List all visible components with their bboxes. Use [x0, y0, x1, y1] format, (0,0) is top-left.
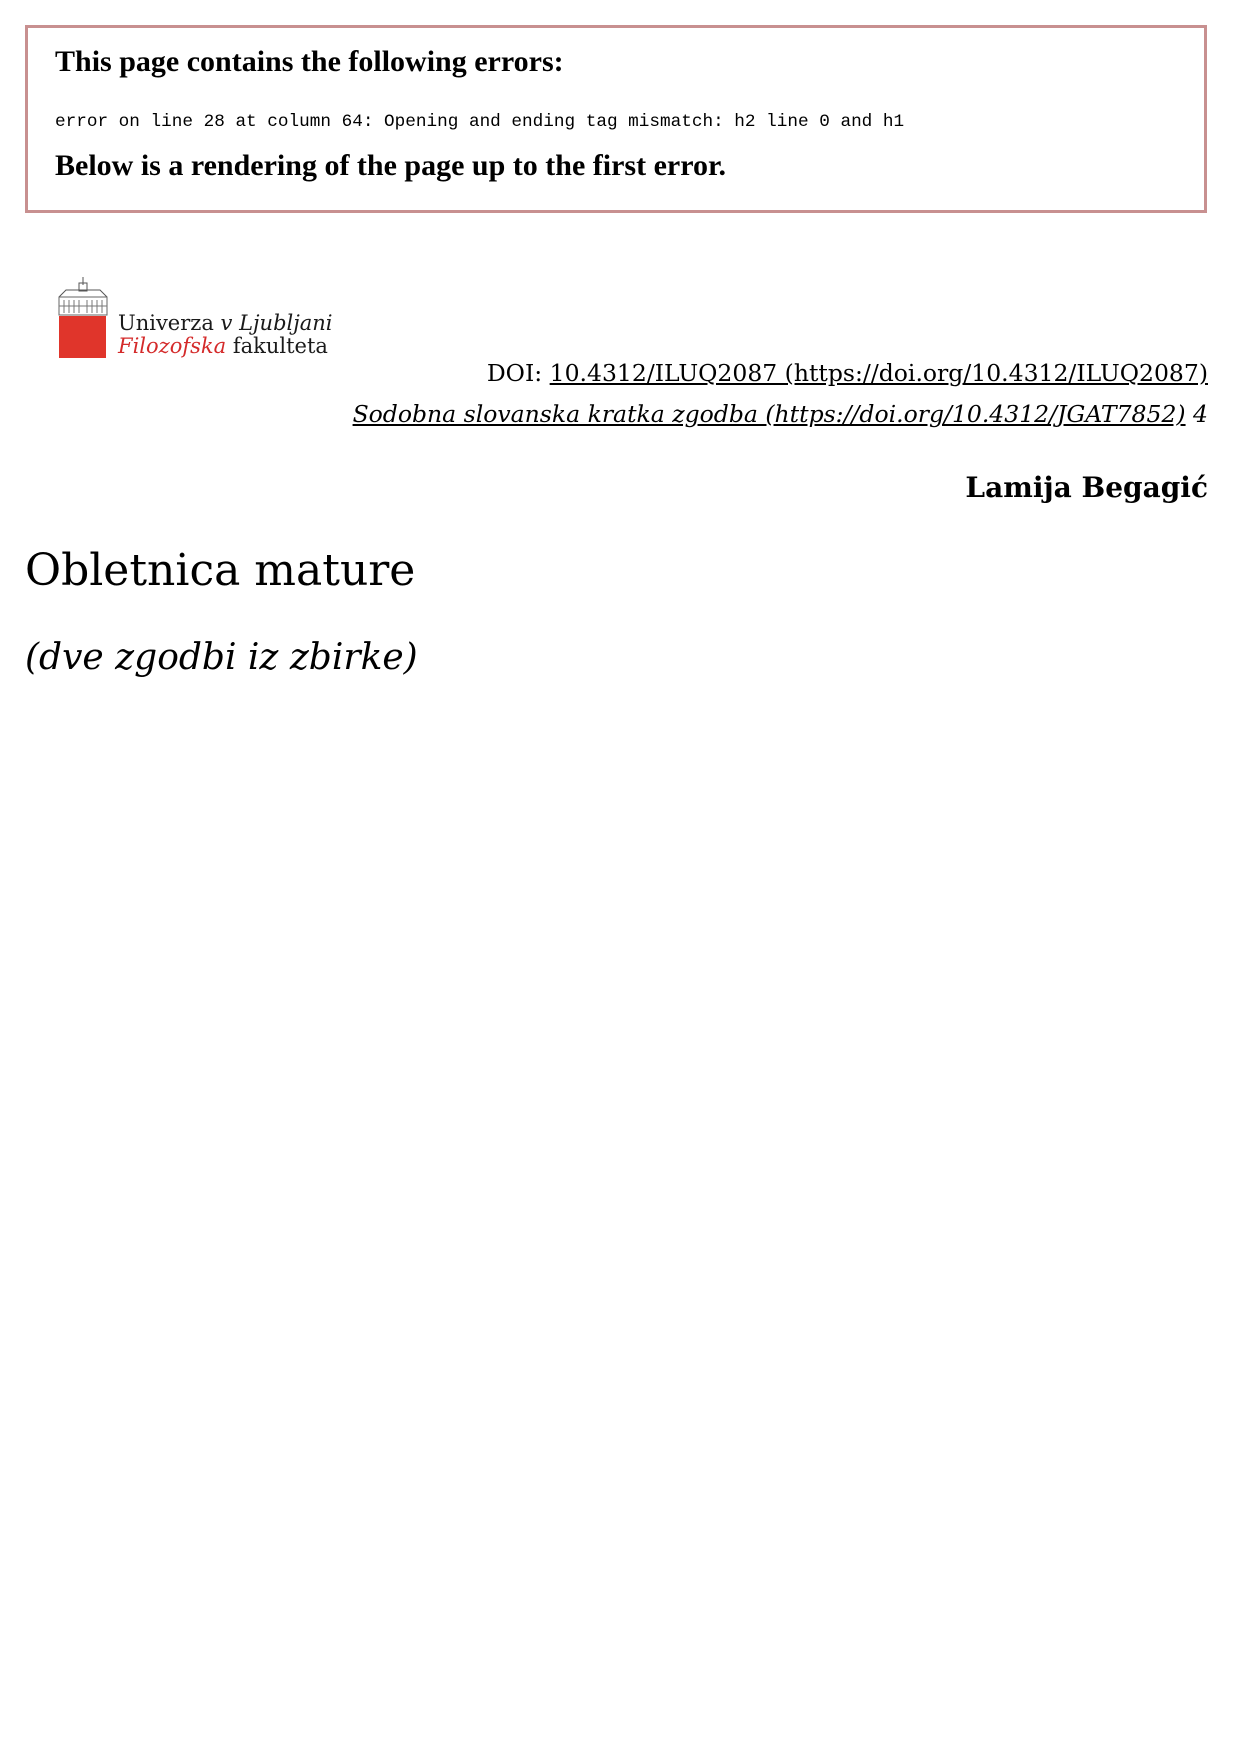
- series-link[interactable]: Sodobna slovanska kratka zgodba (https://doi.org/10.4312/JGAT7852): [352, 400, 1186, 428]
- logo-word-filozofska: Filozofska: [118, 334, 227, 358]
- error-detail: error on line 28 at column 64: Opening and ending tag mismatch: h2 line 0 and h1: [55, 112, 905, 132]
- doi-link[interactable]: 10.4312/ILUQ2087 (https://doi.org/10.4312/ILUQ2087): [549, 359, 1208, 387]
- series-number: 4: [1193, 400, 1208, 428]
- parser-error-box: [25, 25, 1207, 213]
- author-name: Lamija Begagić: [965, 471, 1208, 504]
- logo-word-v-ljubljani: v Ljubljani: [220, 311, 333, 335]
- logo-word-fakulteta: fakulteta: [232, 334, 328, 358]
- logo-word-univerza: Univerza: [118, 311, 214, 335]
- error-footer: Below is a rendering of the page up to the first error.: [55, 149, 727, 182]
- page-title: Obletnica mature: [25, 545, 416, 596]
- university-logo: [58, 275, 338, 359]
- doi-line: [487, 358, 1208, 388]
- university-building-icon: [58, 275, 108, 359]
- page-subtitle: (dve zgodbi iz zbirke): [25, 637, 418, 678]
- error-heading: This page contains the following errors:: [55, 45, 564, 78]
- doi-label: DOI:: [486, 359, 543, 387]
- series-line: [353, 399, 1208, 429]
